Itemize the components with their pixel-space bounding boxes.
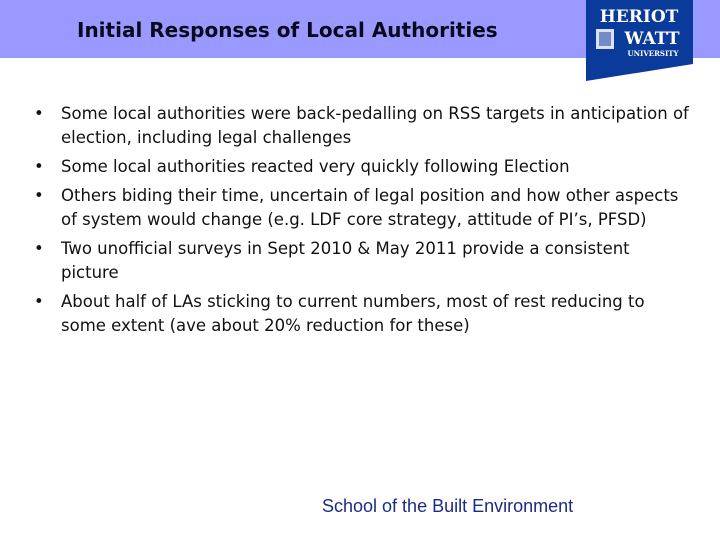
svg-text:UNIVERSITY: UNIVERSITY (627, 49, 679, 58)
bullet-icon: • (34, 239, 44, 258)
list-item (30, 155, 690, 179)
list-item-text: Two unofficial surveys in Sept 2010 & May 2011 provide a consistent picture (61, 239, 630, 282)
footer-school-name: School of the Built Environment (322, 496, 574, 516)
slide-title: Initial Responses of Local Authorities (77, 18, 498, 42)
bullet-icon: • (34, 104, 44, 123)
bullet-icon: • (34, 292, 44, 311)
list-item (30, 102, 690, 150)
bullet-icon: • (34, 157, 44, 176)
bullet-icon: • (34, 186, 44, 205)
list-item (30, 290, 690, 338)
list-item-text: About half of LAs sticking to current numbers, most of rest reducing to some extent (ave about 20% reduction for these) (61, 292, 645, 335)
list-item-text: Some local authorities were back-pedalling on RSS targets in anticipation of election, including legal challenges (61, 104, 689, 147)
bullet-list (30, 102, 690, 343)
svg-text:WATT: WATT (624, 29, 680, 49)
heriot-watt-logo (586, 0, 693, 81)
list-item-text: Others biding their time, uncertain of legal position and how other aspects of system would change (e.g. LDF core strategy, attitude of PI’s, PFSD) (61, 186, 679, 229)
svg-text:HERIOT: HERIOT (599, 7, 679, 27)
list-item-text: Some local authorities reacted very quickly following Election (61, 157, 570, 176)
list-item (30, 184, 690, 232)
list-item (30, 237, 690, 285)
